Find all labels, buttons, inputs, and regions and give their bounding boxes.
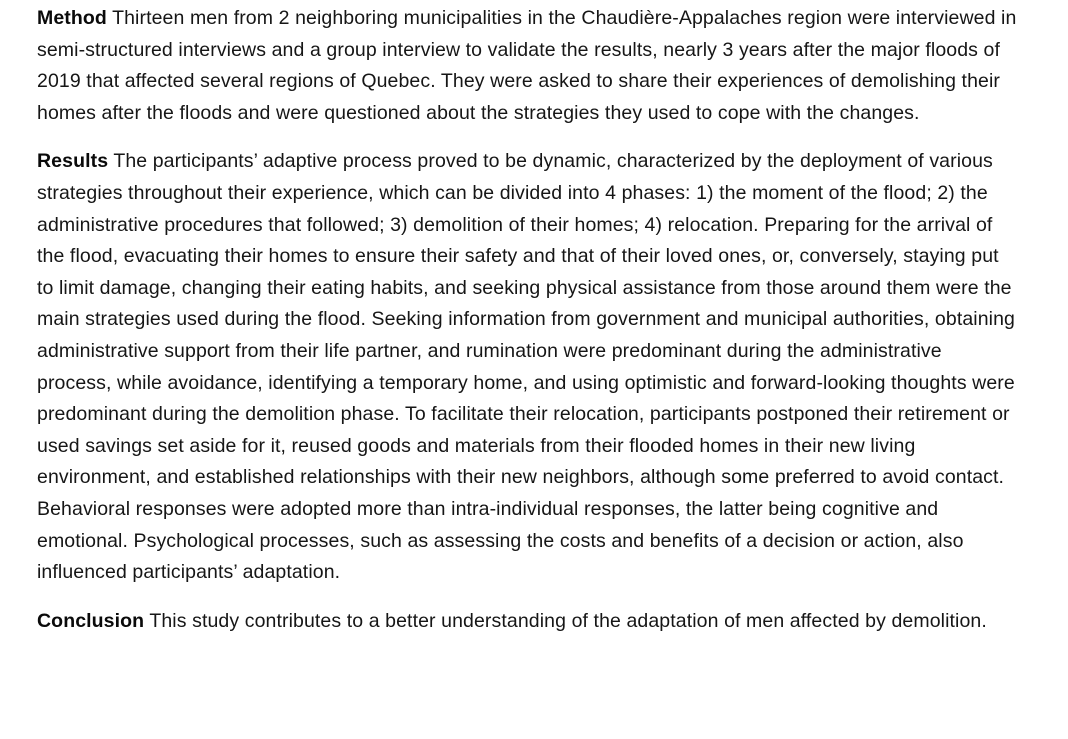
results-section-text: The participants’ adaptive process proved to be dynamic, characterized by the deployment of various strategies throughout their experience, which can be divided into 4 phases: 1) the moment of the flood; 2) the administrative procedures that followed; 3) demolition of their homes; 4) relocation. Preparing for the arrival of the flood, evacuating their homes to ensure their safety and that of their loved ones, or, conversely, staying put to limit damage, changing their eating habits, and seeking physical assistance from those around them were the main strategies used during the flood. Seeking information from government and municipal authorities, obtaining administrative support from their life partner, and rumination were predominant during the administrative process, while avoidance, identifying a temporary home, and using optimistic and forward-looking thoughts were predominant during the demolition phase. To facilitate their relocation, participants postponed their retirement or used savings set aside for it, reused goods and materials from their flooded homes in their new living environment, and established relationships with their new neighbors, although some preferred to avoid contact. Behavioral responses were adopted more than intra-individual responses, the latter being cognitive and emotional. Psychological processes, such as assessing the costs and benefits of a decision or action, also influenced participants’ adaptation. <box>37 150 1015 584</box>
method-section-label: Method <box>37 7 107 29</box>
section-conclusion <box>37 606 1018 638</box>
conclusion-section-text: This study contributes to a better understanding of the adaptation of men affected by demolition. <box>149 609 987 632</box>
results-section-label: Results <box>37 150 109 173</box>
conclusion-section-label: Conclusion <box>37 609 145 632</box>
section-method <box>37 3 1018 129</box>
method-section-text: Thirteen men from 2 neighboring municipalities in the Chaudière-Appalaches region were interviewed in semi-structured interviews and a group interview to validate the results, nearly 3 years after the major floods of 2019 that affected several regions of Quebec. They were asked to share their experiences of demolishing their homes after the floods and were questioned about the strategies they used to cope with the changes. <box>37 7 1017 124</box>
section-results <box>37 146 1018 588</box>
